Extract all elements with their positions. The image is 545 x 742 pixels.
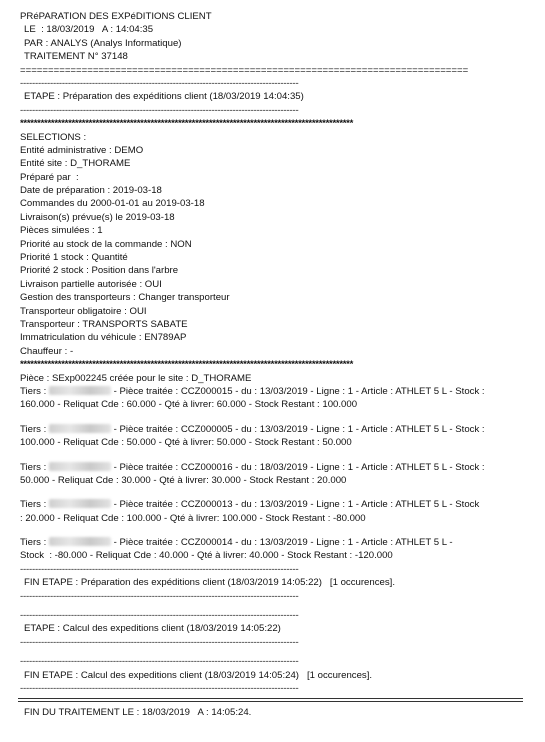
- etape2-title: ETAPE : Calcul des expeditions client (18/03/2019 14:05:22): [24, 623, 281, 635]
- tiers-entry: [20, 536, 530, 563]
- tiers-label: Tiers :: [20, 499, 47, 511]
- tiers-stock: : 20.000 - Reliquat Cde : 100.000 - Qté à livrer: 100.000 - Stock Restant : -80.000: [20, 512, 366, 524]
- fin-etape1: FIN ETAPE : Préparation des expéditions client (18/03/2019 14:05:22) [1 occurences].: [24, 577, 395, 589]
- selection-line: Préparé par :: [20, 171, 79, 183]
- tiers-label: Tiers :: [20, 461, 47, 473]
- tiers-entry: [20, 385, 530, 412]
- selection-line: Livraison(s) prévue(s) le 2019-03-18: [20, 211, 175, 223]
- fin-etape2: FIN ETAPE : Calcul des expeditions client (18/03/2019 14:05:24) [1 occurences].: [24, 669, 373, 681]
- selection-line: Livraison partielle autorisée : OUI: [20, 278, 162, 290]
- tiers-entry: [20, 423, 530, 450]
- report-traitement: TRAITEMENT N° 37148: [24, 51, 128, 63]
- tiers-label: Tiers :: [20, 537, 47, 549]
- selection-line: Date de préparation : 2019-03-18: [20, 185, 162, 197]
- tiers-stock: Stock : -80.000 - Reliquat Cde : 40.000 - Qté à livrer: 40.000 - Stock Restant : -120.000: [20, 550, 393, 562]
- dash-separator: ---------------------------------------------------------------------------------------------: [20, 682, 299, 694]
- fin-traitement: FIN DU TRAITEMENT LE : 18/03/2019 A : 14:05:24.: [24, 707, 252, 719]
- tiers-detail: - Pièce traitée : CCZ000015 - du : 13/03/2019 - Ligne : 1 - Article : ATHLET 5 L - Stock :: [110, 385, 485, 397]
- dash-separator: ---------------------------------------------------------------------------------------------: [20, 590, 299, 602]
- selection-line: Transporteur : TRANSPORTS SABATE: [20, 318, 188, 330]
- redacted-name: [49, 424, 111, 433]
- star-separator: *************************************************************************************************: [20, 359, 354, 371]
- selection-line: Entité administrative : DEMO: [20, 144, 144, 156]
- selection-line: Chauffeur : -: [20, 345, 74, 357]
- selection-line: Gestion des transporteurs : Changer transporteur: [20, 292, 230, 304]
- dash-separator: ---------------------------------------------------------------------------------------------: [20, 77, 299, 89]
- tiers-stock: 50.000 - Reliquat Cde : 30.000 - Qté à livrer: 30.000 - Stock Restant : 20.000: [20, 474, 347, 486]
- tiers-entry: [20, 461, 530, 488]
- double-rule: [18, 698, 523, 702]
- piece-line: Pièce : SExp002245 créée pour le site : D_THORAME: [20, 372, 252, 384]
- report-title: PRéPARATION DES EXPéDITIONS CLIENT: [20, 11, 212, 22]
- selection-line: Pièces simulées : 1: [20, 225, 103, 237]
- etape1-title: ETAPE : Préparation des expéditions client (18/03/2019 14:04:35): [24, 91, 304, 103]
- star-separator: *************************************************************************************************: [20, 118, 354, 130]
- selection-line: Immatriculation du véhicule : EN789AP: [20, 332, 187, 344]
- tiers-detail: - Pièce traitée : CCZ000013 - du : 13/03/2019 - Ligne : 1 - Article : ATHLET 5 L - Stock: [110, 499, 480, 511]
- selection-line: Priorité 2 stock : Position dans l'arbre: [20, 265, 179, 277]
- tiers-detail: - Pièce traitée : CCZ000014 - du : 13/03/2019 - Ligne : 1 - Article : ATHLET 5 L -: [110, 537, 453, 549]
- tiers-label: Tiers :: [20, 385, 47, 397]
- redacted-name: [49, 386, 111, 395]
- selection-line: Entité site : D_THORAME: [20, 158, 131, 170]
- dash-separator: ---------------------------------------------------------------------------------------------: [20, 563, 299, 575]
- selections-heading: SELECTIONS :: [20, 131, 87, 143]
- tiers-detail: - Pièce traitée : CCZ000005 - du : 13/03/2019 - Ligne : 1 - Article : ATHLET 5 L - Stock :: [110, 423, 485, 435]
- tiers-detail: - Pièce traitée : CCZ000016 - du : 18/03/2019 - Ligne : 1 - Article : ATHLET 5 L - Stock :: [110, 461, 485, 473]
- redacted-name: [49, 537, 111, 546]
- dash-separator: ---------------------------------------------------------------------------------------------: [20, 610, 299, 622]
- tiers-stock: 160.000 - Reliquat Cde : 60.000 - Qté à livrer: 60.000 - Stock Restant : 100.000: [20, 399, 358, 411]
- selection-line: Priorité au stock de la commande : NON: [20, 238, 192, 250]
- selection-line: Priorité 1 stock : Quantité: [20, 252, 128, 264]
- selection-line: Transporteur obligatoire : OUI: [20, 305, 147, 317]
- report-date: LE : 18/03/2019 A : 14:04:35: [24, 24, 154, 36]
- dash-separator: ---------------------------------------------------------------------------------------------: [20, 656, 299, 668]
- tiers-stock: 100.000 - Reliquat Cde : 50.000 - Qté à livrer: 50.000 - Stock Restant : 50.000: [20, 437, 352, 449]
- report-user: PAR : ANALYS (Analys Informatique): [24, 37, 182, 49]
- dash-separator: ---------------------------------------------------------------------------------------------: [20, 104, 299, 116]
- redacted-name: [49, 499, 111, 508]
- tiers-label: Tiers :: [20, 423, 47, 435]
- dash-separator: ---------------------------------------------------------------------------------------------: [20, 636, 299, 648]
- redacted-name: [49, 462, 111, 471]
- equals-separator: ================================================================================: [20, 64, 469, 76]
- selection-line: Commandes du 2000-01-01 au 2019-03-18: [20, 198, 205, 210]
- tiers-entry: [20, 498, 530, 525]
